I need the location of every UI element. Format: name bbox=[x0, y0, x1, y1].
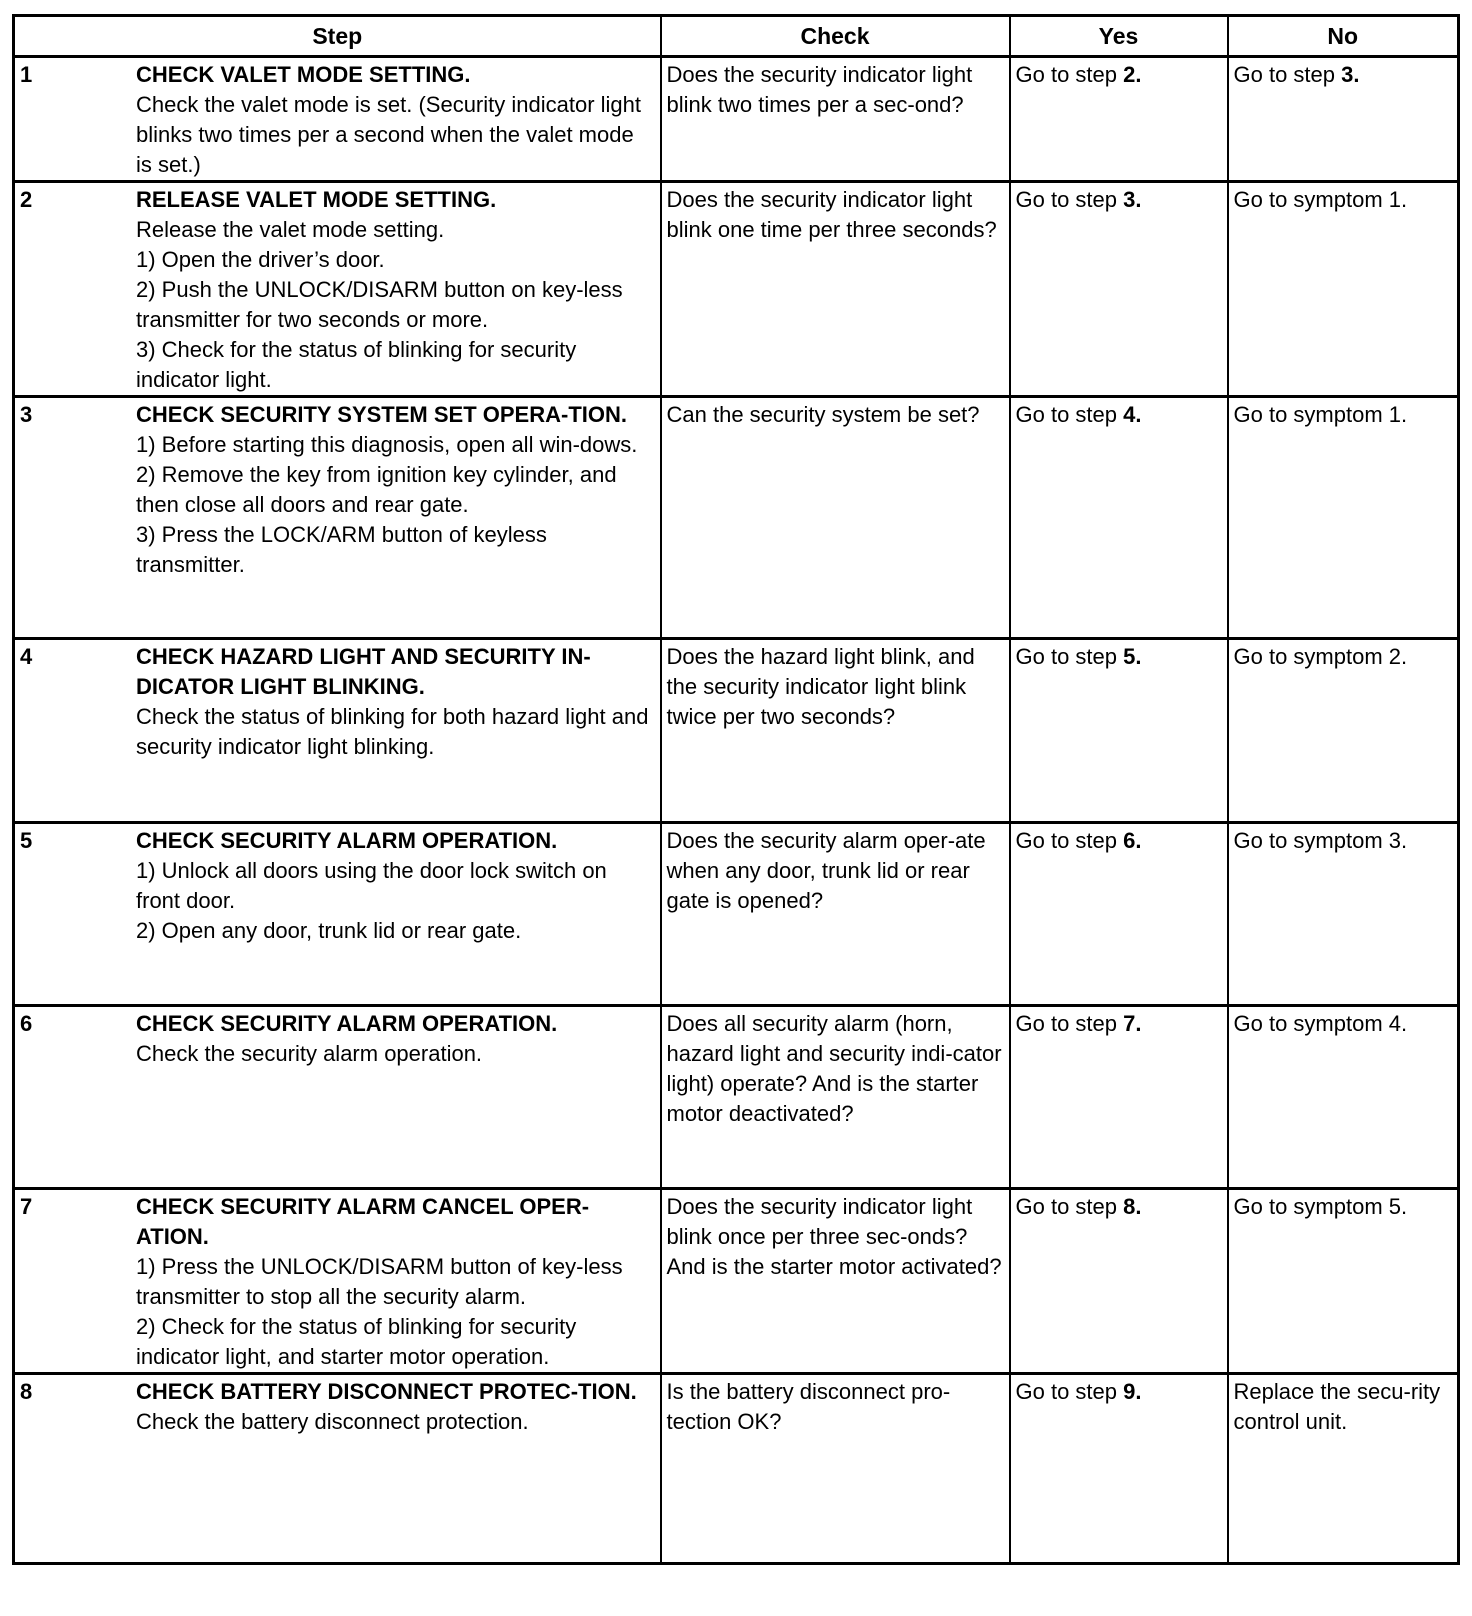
no-text: Go to symptom 2. bbox=[1233, 644, 1408, 669]
step-substep: 1) Unlock all doors using the door lock switch on front door. bbox=[136, 858, 607, 913]
step-number: 7 bbox=[20, 1194, 33, 1219]
yes-target: 9. bbox=[1123, 1379, 1142, 1404]
yes-prefix: Go to step bbox=[1015, 1194, 1124, 1219]
step-wrap bbox=[20, 1009, 655, 1069]
yes-cell bbox=[1010, 182, 1228, 397]
table-row bbox=[14, 1374, 1459, 1564]
table-row bbox=[14, 823, 1459, 1006]
check-cell: Does all security alarm (horn, hazard light and security indi-cator light) operate? And is the starter motor deactivated? bbox=[661, 1006, 1010, 1189]
step-body bbox=[136, 642, 655, 762]
step-substep: 3) Press the LOCK/ARM button of keyless transmitter. bbox=[136, 522, 547, 577]
step-wrap bbox=[20, 826, 655, 946]
no-cell bbox=[1228, 182, 1459, 397]
yes-cell bbox=[1010, 639, 1228, 823]
step-substep: 2) Push the UNLOCK/DISARM button on key-less transmitter for two seconds or more. bbox=[136, 277, 623, 332]
table-body bbox=[14, 57, 1459, 1564]
no-cell bbox=[1228, 639, 1459, 823]
yes-cell bbox=[1010, 1374, 1228, 1564]
step-description: Check the battery disconnect protection. bbox=[136, 1409, 529, 1434]
no-cell bbox=[1228, 57, 1459, 182]
step-cell bbox=[14, 397, 661, 639]
yes-target: 4. bbox=[1123, 402, 1142, 427]
header-yes: Yes bbox=[1010, 16, 1228, 57]
table-row bbox=[14, 397, 1459, 639]
yes-prefix: Go to step bbox=[1015, 1011, 1124, 1036]
step-substep: 2) Open any door, trunk lid or rear gate. bbox=[136, 918, 522, 943]
yes-target: 8. bbox=[1123, 1194, 1142, 1219]
step-number: 1 bbox=[20, 62, 33, 87]
step-title: CHECK SECURITY ALARM CANCEL OPER-ATION. bbox=[136, 1194, 590, 1249]
step-description: Check the status of blinking for both hazard light and security indicator light blinking. bbox=[136, 704, 649, 759]
table-row bbox=[14, 182, 1459, 397]
check-cell: Can the security system be set? bbox=[661, 397, 1010, 639]
step-number: 3 bbox=[20, 402, 33, 427]
check-cell: Does the security alarm oper-ate when any door, trunk lid or rear gate is opened? bbox=[661, 823, 1010, 1006]
yes-cell bbox=[1010, 397, 1228, 639]
header-row bbox=[14, 16, 1459, 57]
diagnostic-table bbox=[12, 14, 1460, 1565]
check-cell: Is the battery disconnect pro-tection OK? bbox=[661, 1374, 1010, 1564]
step-body bbox=[136, 1009, 655, 1069]
step-number: 2 bbox=[20, 187, 33, 212]
step-substep: 1) Before starting this diagnosis, open all win-dows. bbox=[136, 432, 638, 457]
no-text: Replace the secu-rity control unit. bbox=[1233, 1379, 1441, 1434]
yes-prefix: Go to step bbox=[1015, 828, 1124, 853]
table-row bbox=[14, 1189, 1459, 1374]
step-description: Check the security alarm operation. bbox=[136, 1041, 483, 1066]
no-cell bbox=[1228, 1189, 1459, 1374]
no-text: Go to symptom 1. bbox=[1233, 402, 1408, 427]
no-text: Go to symptom 3. bbox=[1233, 828, 1408, 853]
step-wrap bbox=[20, 60, 655, 180]
yes-target: 7. bbox=[1123, 1011, 1142, 1036]
step-title: CHECK SECURITY ALARM OPERATION. bbox=[136, 1011, 558, 1036]
step-title: CHECK BATTERY DISCONNECT PROTEC-TION. bbox=[136, 1379, 637, 1404]
step-description: Release the valet mode setting. bbox=[136, 217, 445, 242]
yes-prefix: Go to step bbox=[1015, 1379, 1124, 1404]
step-body bbox=[136, 1192, 655, 1372]
header-check: Check bbox=[661, 16, 1010, 57]
step-substep: 3) Check for the status of blinking for security indicator light. bbox=[136, 337, 577, 392]
yes-cell bbox=[1010, 823, 1228, 1006]
yes-prefix: Go to step bbox=[1015, 62, 1124, 87]
yes-cell bbox=[1010, 1189, 1228, 1374]
step-cell bbox=[14, 823, 661, 1006]
no-text: Go to symptom 4. bbox=[1233, 1011, 1408, 1036]
table-row bbox=[14, 57, 1459, 182]
step-title: CHECK SECURITY SYSTEM SET OPERA-TION. bbox=[136, 402, 627, 427]
yes-target: 2. bbox=[1123, 62, 1142, 87]
yes-prefix: Go to step bbox=[1015, 644, 1124, 669]
no-prefix: Go to step bbox=[1233, 62, 1342, 87]
step-wrap bbox=[20, 400, 655, 580]
step-body bbox=[136, 60, 655, 180]
step-substep: 1) Open the driver’s door. bbox=[136, 247, 385, 272]
no-text: Go to symptom 1. bbox=[1233, 187, 1408, 212]
header-no: No bbox=[1228, 16, 1459, 57]
check-cell: Does the hazard light blink, and the security indicator light blink twice per two seconds? bbox=[661, 639, 1010, 823]
step-title: CHECK VALET MODE SETTING. bbox=[136, 62, 471, 87]
step-cell bbox=[14, 1374, 661, 1564]
step-title: CHECK HAZARD LIGHT AND SECURITY IN-DICATOR LIGHT BLINKING. bbox=[136, 644, 591, 699]
step-wrap bbox=[20, 642, 655, 762]
step-cell bbox=[14, 182, 661, 397]
yes-cell bbox=[1010, 57, 1228, 182]
step-substep: 2) Remove the key from ignition key cylinder, and then close all doors and rear gate. bbox=[136, 462, 617, 517]
header-step: Step bbox=[14, 16, 661, 57]
step-number: 8 bbox=[20, 1379, 33, 1404]
yes-target: 5. bbox=[1123, 644, 1142, 669]
step-substep: 2) Check for the status of blinking for security indicator light, and starter motor operation. bbox=[136, 1314, 577, 1369]
no-target: 3. bbox=[1341, 62, 1360, 87]
no-text: Go to symptom 5. bbox=[1233, 1194, 1408, 1219]
step-wrap bbox=[20, 185, 655, 395]
yes-prefix: Go to step bbox=[1015, 187, 1124, 212]
step-number: 5 bbox=[20, 828, 33, 853]
table-row bbox=[14, 1006, 1459, 1189]
yes-prefix: Go to step bbox=[1015, 402, 1124, 427]
step-description: Check the valet mode is set. (Security indicator light blinks two times per a second when the valet mode is set.) bbox=[136, 92, 642, 177]
step-wrap bbox=[20, 1192, 655, 1372]
step-cell bbox=[14, 1006, 661, 1189]
yes-target: 3. bbox=[1123, 187, 1142, 212]
step-number: 4 bbox=[20, 644, 33, 669]
step-body bbox=[136, 185, 655, 395]
step-cell bbox=[14, 639, 661, 823]
step-substep: 1) Press the UNLOCK/DISARM button of key-less transmitter to stop all the security alarm. bbox=[136, 1254, 623, 1309]
table-row bbox=[14, 639, 1459, 823]
step-body bbox=[136, 400, 655, 580]
step-body bbox=[136, 1377, 655, 1437]
step-body bbox=[136, 826, 655, 946]
check-cell: Does the security indicator light blink two times per a sec-ond? bbox=[661, 57, 1010, 182]
step-number: 6 bbox=[20, 1011, 33, 1036]
check-cell: Does the security indicator light blink once per three sec-onds? And is the starter motor activated? bbox=[661, 1189, 1010, 1374]
step-cell bbox=[14, 1189, 661, 1374]
step-title: RELEASE VALET MODE SETTING. bbox=[136, 187, 497, 212]
no-cell bbox=[1228, 397, 1459, 639]
yes-cell bbox=[1010, 1006, 1228, 1189]
step-cell bbox=[14, 57, 661, 182]
no-cell bbox=[1228, 823, 1459, 1006]
step-title: CHECK SECURITY ALARM OPERATION. bbox=[136, 828, 558, 853]
check-cell: Does the security indicator light blink one time per three seconds? bbox=[661, 182, 1010, 397]
no-cell bbox=[1228, 1006, 1459, 1189]
no-cell bbox=[1228, 1374, 1459, 1564]
step-wrap bbox=[20, 1377, 655, 1437]
yes-target: 6. bbox=[1123, 828, 1142, 853]
